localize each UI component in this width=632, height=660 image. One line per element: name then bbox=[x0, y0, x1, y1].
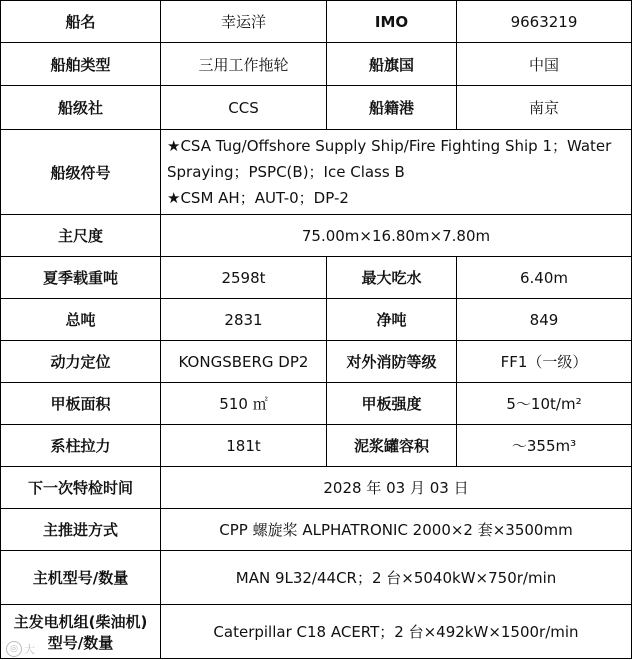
value-main-dimensions: 75.00m×16.80m×7.80m bbox=[161, 215, 632, 257]
label-max-draft: 最大吃水 bbox=[327, 257, 457, 299]
value-deck-area: 510 ㎡ bbox=[161, 383, 327, 425]
value-deck-strength: 5～10t/m² bbox=[457, 383, 632, 425]
value-propulsion: CPP 螺旋桨 ALPHATRONIC 2000×2 套×3500mm bbox=[161, 509, 632, 551]
label-imo: IMO bbox=[327, 1, 457, 43]
row-class-notation bbox=[1, 130, 632, 215]
row-ship-type bbox=[1, 43, 632, 86]
value-net-tonnage: 849 bbox=[457, 299, 632, 341]
notation-line-3: ★CSM AH；AUT-0；DP-2 bbox=[167, 189, 349, 207]
notation-line-2: Spraying；PSPC(B)；Ice Class B bbox=[167, 163, 405, 181]
row-next-survey bbox=[1, 467, 632, 509]
label-ship-name: 船名 bbox=[1, 1, 161, 43]
label-flag-state: 船旗国 bbox=[327, 43, 457, 86]
value-deadweight: 2598t bbox=[161, 257, 327, 299]
watermark bbox=[6, 641, 35, 657]
notation-line-1: ★CSA Tug/Offshore Supply Ship/Fire Fighting Ship 1；Water bbox=[167, 137, 612, 155]
row-class-society bbox=[1, 86, 632, 130]
row-propulsion bbox=[1, 509, 632, 551]
value-gross-tonnage: 2831 bbox=[161, 299, 327, 341]
row-generator bbox=[1, 605, 632, 659]
label-bollard-pull: 系柱拉力 bbox=[1, 425, 161, 467]
value-ship-name: 幸运洋 bbox=[161, 1, 327, 43]
row-dynamic-positioning bbox=[1, 341, 632, 383]
row-ship-name bbox=[1, 1, 632, 43]
label-gross-tonnage: 总吨 bbox=[1, 299, 161, 341]
value-generator: Caterpillar C18 ACERT；2 台×492kW×1500r/min bbox=[161, 605, 632, 659]
row-main-dimensions bbox=[1, 215, 632, 257]
label-main-engine: 主机型号/数量 bbox=[1, 551, 161, 605]
value-class-notation bbox=[161, 130, 632, 215]
row-bollard bbox=[1, 425, 632, 467]
value-ship-type: 三用工作拖轮 bbox=[161, 43, 327, 86]
label-generator: 主发电机组(柴油机)型号/数量 bbox=[1, 605, 161, 659]
label-mud-tank-volume: 泥浆罐容积 bbox=[327, 425, 457, 467]
value-main-engine: MAN 9L32/44CR；2 台×5040kW×750r/min bbox=[161, 551, 632, 605]
value-mud-tank-volume: ～355m³ bbox=[457, 425, 632, 467]
value-max-draft: 6.40m bbox=[457, 257, 632, 299]
label-main-dimensions: 主尺度 bbox=[1, 215, 161, 257]
label-port-of-registry: 船籍港 bbox=[327, 86, 457, 130]
label-firefighting-class: 对外消防等级 bbox=[327, 341, 457, 383]
value-class-society: CCS bbox=[161, 86, 327, 130]
label-net-tonnage: 净吨 bbox=[327, 299, 457, 341]
label-propulsion: 主推进方式 bbox=[1, 509, 161, 551]
label-next-survey: 下一次特检时间 bbox=[1, 467, 161, 509]
row-deck bbox=[1, 383, 632, 425]
value-port-of-registry: 南京 bbox=[457, 86, 632, 130]
label-class-society: 船级社 bbox=[1, 86, 161, 130]
row-tonnage bbox=[1, 299, 632, 341]
value-dynamic-positioning: KONGSBERG DP2 bbox=[161, 341, 327, 383]
label-ship-type: 船舶类型 bbox=[1, 43, 161, 86]
value-bollard-pull: 181t bbox=[161, 425, 327, 467]
value-imo: 9663219 bbox=[457, 1, 632, 43]
watermark-text: 大 bbox=[24, 643, 35, 656]
value-firefighting-class: FF1（一级） bbox=[457, 341, 632, 383]
label-class-notation: 船级符号 bbox=[1, 130, 161, 215]
row-main-engine bbox=[1, 551, 632, 605]
label-deck-area: 甲板面积 bbox=[1, 383, 161, 425]
label-deck-strength: 甲板强度 bbox=[327, 383, 457, 425]
watermark-logo-icon: ◎ bbox=[6, 641, 22, 657]
label-dynamic-positioning: 动力定位 bbox=[1, 341, 161, 383]
row-deadweight bbox=[1, 257, 632, 299]
label-deadweight: 夏季载重吨 bbox=[1, 257, 161, 299]
value-next-survey: 2028 年 03 月 03 日 bbox=[161, 467, 632, 509]
value-flag-state: 中国 bbox=[457, 43, 632, 86]
